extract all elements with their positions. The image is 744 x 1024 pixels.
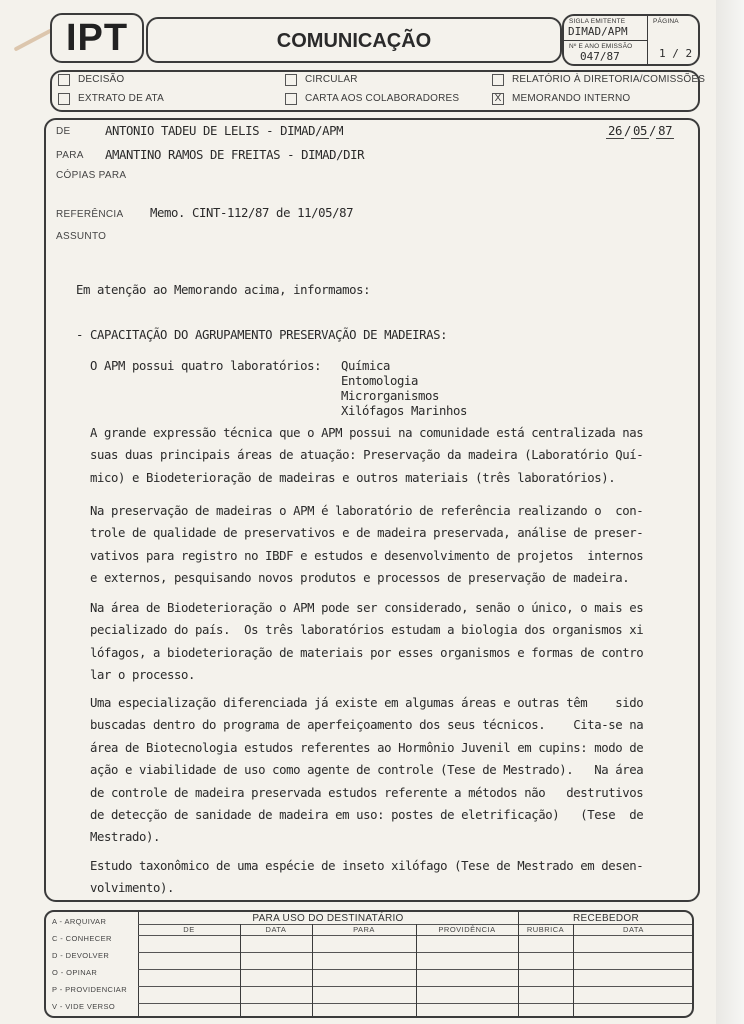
sigla-label: SIGLA EMITENTE (569, 18, 626, 25)
numero-label: Nº E ANO EMISSÃO (569, 43, 633, 50)
section-title: - CAPACITAÇÃO DO AGRUPAMENTO PRESERVAÇÃO DE MADEIRAS: (76, 328, 448, 342)
checkbox-square[interactable] (58, 74, 70, 86)
checkbox-square[interactable] (58, 93, 70, 105)
copias-label: CÓPIAS PARA (56, 170, 127, 181)
assunto-label: ASSUNTO (56, 231, 107, 242)
intro-text: Em atenção ao Memorando acima, informamos: (76, 283, 371, 297)
paragraph-line: trole de qualidade de preservativos e de madeira preservada, análise de preser- (90, 526, 644, 541)
referencia-label: REFERÊNCIA (56, 209, 124, 220)
para-label: PARA (56, 150, 84, 161)
paragraph-line: ação e viabilidade de uso como agente de controle (Tese de Mestrado). Na área (90, 763, 644, 778)
sigla-value: DIMAD/APM (568, 25, 628, 38)
code-vide-verso: V - VIDE VERSO (52, 1002, 116, 1011)
paragraph-line: A grande expressão técnica que o APM possui na comunidade está centralizada nas (90, 426, 644, 440)
paragraph-line: lar o processo. (90, 668, 196, 683)
checkbox-square-checked[interactable]: X (492, 93, 504, 105)
ipt-logo: IPT (65, 17, 129, 59)
meta-divider (564, 40, 647, 41)
paragraph-line: Mestrado). (90, 830, 161, 845)
col-de: DE (183, 925, 195, 934)
paragraph (90, 855, 674, 900)
paragraph (90, 597, 674, 687)
checkbox-carta-colaboradores[interactable] (285, 93, 459, 105)
paragraph-line: área de Biotecnologia estudos referentes ao Hormônio Juvenil em cupins: modo de (90, 740, 644, 755)
date-separator: / (649, 124, 657, 138)
checkbox-label: MEMORANDO INTERNO (512, 93, 631, 104)
table-rule (416, 924, 417, 1016)
paragraph-line: buscadas dentro do programa de aperfeiçoamento dos seus técnicos. Cita-se na (90, 718, 644, 733)
checkbox-relatorio-diretoria[interactable] (492, 74, 705, 86)
lab-item: Xilófagos Marinhos (341, 404, 468, 418)
document-type-box (50, 70, 706, 112)
paragraph-line: mico) e Biodeterioração de madeiras e outros materiais (três laboratórios). (90, 470, 616, 485)
routing-table (44, 910, 694, 1018)
code-opinar: O - OPINAR (52, 968, 98, 977)
paragraph-line: Na preservação de madeiras o APM é laboratório de referência realizando o con- (90, 504, 644, 518)
checkbox-label: CIRCULAR (305, 74, 358, 85)
de-value: ANTONIO TADEU DE LELIS - DIMAD/APM (105, 124, 344, 138)
paragraph-line: suas duas principais áreas de atuação: Preservação da madeira (Laboratório Quí- (90, 448, 644, 463)
col-recebedor-data: DATA (623, 925, 644, 934)
referencia-value: Memo. CINT-112/87 de 11/05/87 (150, 206, 354, 220)
table-rule (240, 924, 241, 1016)
numero-value: 047/87 (580, 50, 620, 63)
table-rule (138, 952, 692, 953)
table-rule (312, 924, 313, 1016)
meta-box (562, 14, 700, 66)
logo-box (50, 13, 144, 63)
date-day: 26 (608, 124, 623, 138)
paragraph-line: Uma especialização diferenciada já existe em algumas áreas e outras têm sido (90, 696, 644, 710)
para-value: AMANTINO RAMOS DE FREITAS - DIMAD/DIR (105, 148, 365, 162)
checkbox-label: CARTA AOS COLABORADORES (305, 93, 460, 104)
recebedor-title: RECEBEDOR (572, 913, 640, 924)
col-providencia: PROVIDÊNCIA (438, 925, 496, 934)
code-providenciar: P - PROVIDENCIAR (52, 985, 128, 994)
checkbox-label: RELATÓRIO À DIRETORIA/COMISSÕES (512, 74, 706, 85)
labs-intro: O APM possui quatro laboratórios: (90, 359, 322, 373)
table-rule (138, 935, 692, 936)
paragraph-line: Na área de Biodeterioração o APM pode ser considerado, senão o único, o mais es (90, 601, 644, 615)
lab-item: Entomologia (341, 374, 419, 388)
table-rule (138, 986, 692, 987)
checkbox-memorando-interno[interactable] (492, 93, 630, 105)
destinatario-title: PARA USO DO DESTINATÁRIO (252, 913, 404, 924)
paragraph (90, 692, 674, 849)
action-codes (46, 912, 139, 1016)
checkbox-label: DECISÃO (78, 74, 125, 85)
table-rule (138, 969, 692, 970)
code-devolver: D - DEVOLVER (52, 951, 110, 960)
paragraph-line: de controle de madeira preservada estudos referente a métodos não destrutivos (90, 785, 644, 800)
paragraph (90, 422, 674, 489)
pagina-label: PÁGINA (653, 18, 679, 25)
paragraph-line: Estudo taxonômico de uma espécie de inseto xilófago (Tese de Mestrado em desen- (90, 859, 644, 873)
checkbox-square[interactable] (285, 74, 297, 86)
checkbox-circular[interactable] (285, 74, 358, 86)
table-rule (138, 1003, 692, 1004)
date-field (606, 124, 674, 139)
date-separator: / (624, 124, 632, 138)
paragraph-line: de detecção de sanidade de madeira em uso: postes de eletrificação) (Tese de (90, 808, 644, 823)
scan-edge (716, 0, 744, 1024)
paragraph-line: pecializado do país. Os três laboratórios estudam a biologia dos organismos xi (90, 623, 644, 638)
paragraph-line: vativos para registro no IBDF e estudos e desenvolvimento de projetos internos (90, 548, 644, 563)
checkbox-square[interactable] (492, 74, 504, 86)
paragraph-line: e externos, pesquisando novos produtos e processos de preservação de madeira. (90, 571, 630, 586)
checkbox-square[interactable] (285, 93, 297, 105)
table-rule (573, 924, 574, 1016)
title-box (146, 17, 562, 63)
meta-divider (647, 16, 648, 64)
document-title: COMUNICAÇÃO (276, 30, 432, 52)
paragraph-line: volvimento). (90, 881, 175, 896)
date-year: 87 (658, 124, 673, 138)
code-arquivar: A - ARQUIVAR (52, 917, 107, 926)
lab-item: Microrganismos (341, 389, 440, 403)
de-label: DE (56, 126, 71, 137)
col-rubrica: RUBRICA (526, 925, 565, 934)
paragraph-line: lófagos, a biodeterioração de materiais por esses organismos e formas de contro (90, 645, 644, 660)
col-para: PARA (353, 925, 375, 934)
pagina-value: 1 / 2 (659, 47, 693, 60)
col-data: DATA (265, 925, 287, 934)
checkbox-extrato-de-ata[interactable] (58, 93, 164, 105)
lab-item: Química (341, 359, 391, 373)
checkbox-label: EXTRATO DE ATA (78, 93, 164, 104)
checkbox-decisao[interactable] (58, 74, 124, 86)
paragraph (90, 500, 674, 590)
date-month: 05 (633, 124, 648, 138)
code-conhecer: C - CONHECER (52, 934, 112, 943)
